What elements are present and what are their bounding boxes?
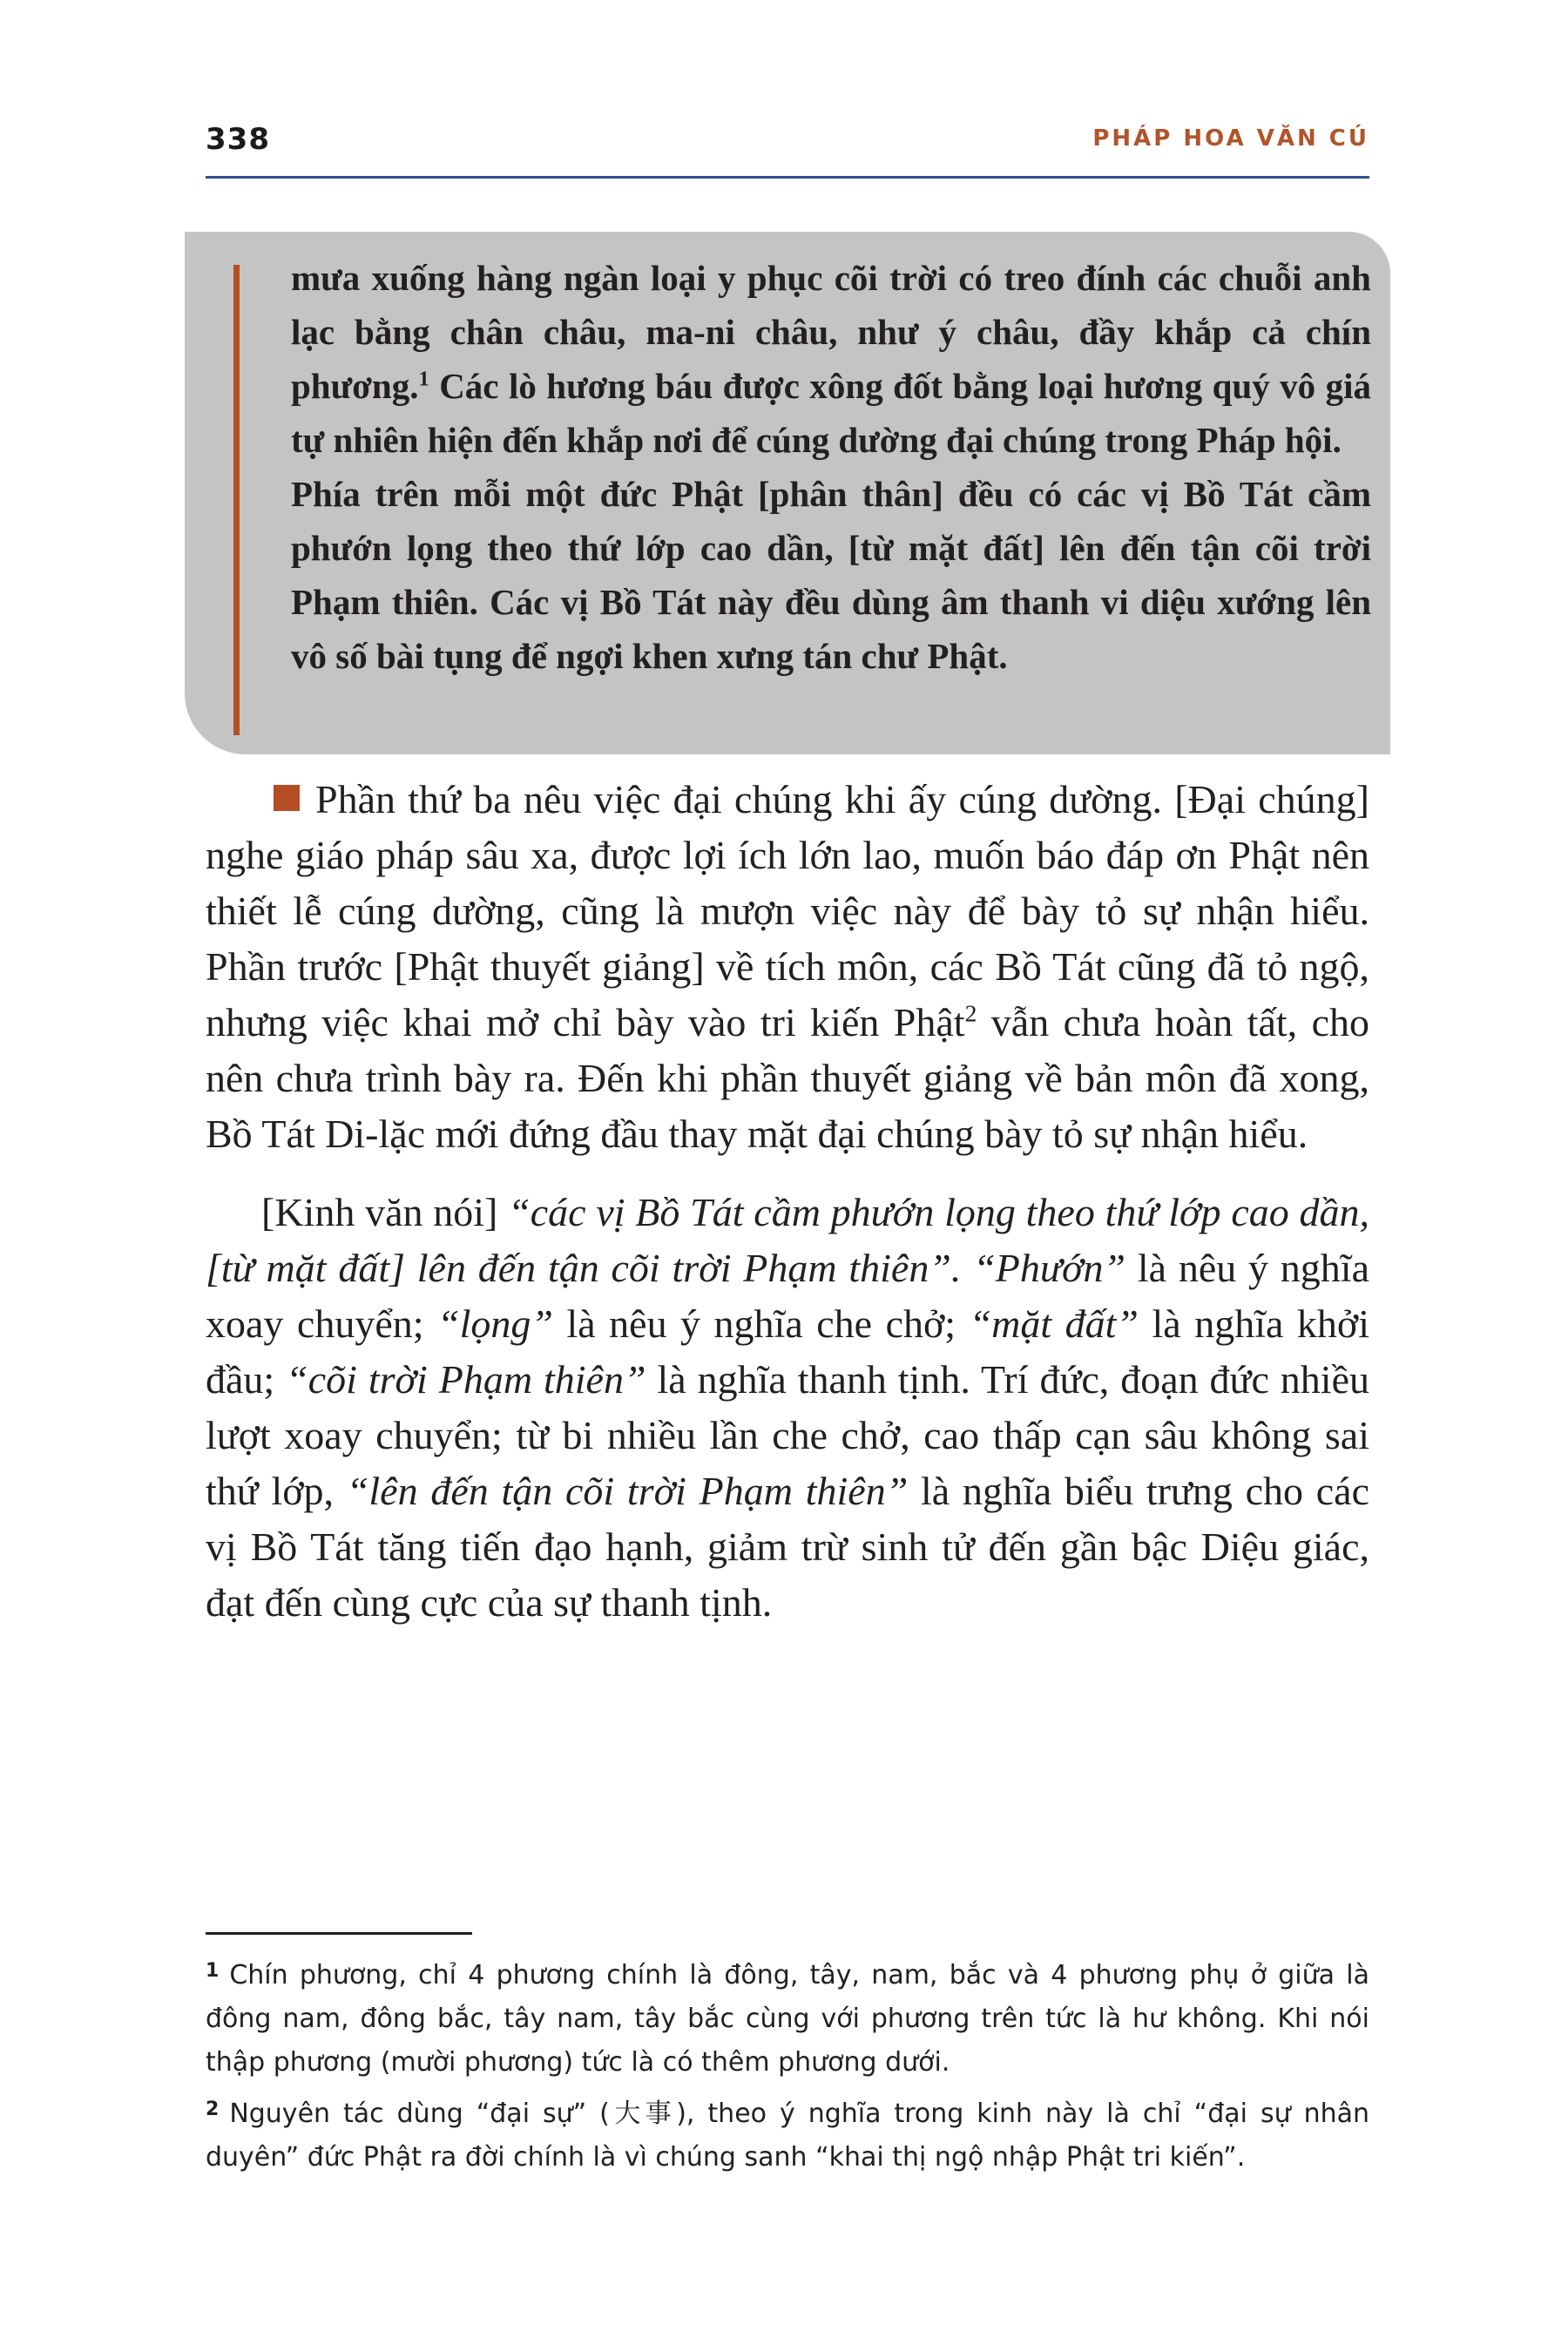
quote-accent-bar bbox=[233, 265, 240, 735]
term-len-den: “lên đến tận cõi trời Phạm thiên” bbox=[346, 1469, 909, 1513]
footnote-text: Chín phương, chỉ 4 phương chính là đông, tây, nam, bắc và 4 phương phụ ở giữa là đông nam, đông bắc, tây nam, tây bắc cùng với phương trên tức là hư không. Khi nói thập phương (mười phương) tức là có thêm phương dưới. bbox=[206, 1960, 1369, 2078]
quote-paragraph-1 bbox=[291, 251, 1371, 467]
footnote-2 bbox=[206, 2088, 1369, 2180]
term-coi-troi: “cõi trời Phạm thiên” bbox=[286, 1357, 646, 1402]
header-rule bbox=[206, 176, 1369, 179]
running-title: PHÁP HOA VĂN CÚ bbox=[1092, 125, 1369, 152]
body-p1-text: Phần thứ ba nêu việc đại chúng khi ấy cúng dường. [Đại chúng] nghe giáo pháp sâu xa, được lợi ích lớn lao, muốn báo đáp ơn Phật nên thiết lễ cúng dường, cũng là mượn việc này để bày tỏ sự nhận hiểu. Phần trước [Phật thuyết giảng] về tích môn, các Bồ Tát cũng đã tỏ ngộ, nhưng việc khai mở chỉ bày vào tri kiến Phật bbox=[206, 777, 1369, 1044]
body-p2-seg: là nghĩa khởi đầu; bbox=[206, 1301, 1370, 1402]
body-p2-seg: là nêu ý nghĩa che chở; bbox=[552, 1301, 970, 1346]
square-bullet-icon bbox=[274, 785, 300, 811]
footnote-mark: 1 bbox=[206, 1960, 220, 1982]
body-p2-seg bbox=[961, 1246, 973, 1290]
footnote-ref-1[interactable]: 1 bbox=[418, 367, 429, 391]
term-mat-dat: “mặt đất” bbox=[969, 1301, 1139, 1346]
body-p2-seg: [Kinh văn nói] bbox=[261, 1190, 509, 1234]
body-p2-seg: là nghĩa biểu trưng cho các vị Bồ Tát tăng tiến đạo hạnh, giảm trừ sinh tử đến gần bậc Diệu giác, đạt đến cùng cực của sự thanh tịnh. bbox=[206, 1469, 1369, 1625]
page-number: 338 bbox=[206, 122, 270, 157]
footnote-mark: 2 bbox=[206, 2099, 220, 2120]
footnote-ref-2[interactable]: 2 bbox=[964, 999, 977, 1027]
body-text bbox=[206, 772, 1369, 1631]
quote-p1-text: mưa xuống hàng ngàn loại y phục cõi trời có treo đính các chuỗi anh lạc bằng chân châu, ma-ni châu, như ý châu, đầy khắp cả chín phương. bbox=[291, 258, 1371, 406]
body-p1-rest: vẫn chưa hoàn tất, cho nên chưa trình bày ra. Đến khi phần thuyết giảng về bản môn đã xong, Bồ Tát Di-lặc mới đứng đầu thay mặt đại chúng bày tỏ sự nhận hiểu. bbox=[206, 1000, 1369, 1156]
term-phuon: “Phướn” bbox=[973, 1246, 1126, 1290]
quote-paragraph-2: Phía trên mỗi một đức Phật [phân thân] đều có các vị Bồ Tát cầm phướn lọng theo thứ lớp cao dần, [từ mặt đất] lên đến tận cõi trời Phạm thiên. Các vị Bồ Tát này đều dùng âm thanh vi diệu xướng lên vô số bài tụng để ngợi khen xưng tán chư Phật. bbox=[291, 474, 1371, 676]
body-p2-seg: là nghĩa thanh tịnh. Trí đức, đoạn đức nhiều lượt xoay chuyển; từ bi nhiều lần che chở, cao thấp cạn sâu không sai thứ lớp, bbox=[206, 1357, 1370, 1513]
term-long: “lọng” bbox=[437, 1301, 553, 1346]
sutra-citation: “các vị Bồ Tát cầm phướn lọng theo thứ lớp cao dần, [từ mặt đất] lên đến tận cõi trời Phạm thiên”. bbox=[206, 1190, 1369, 1290]
body-paragraph-1 bbox=[206, 772, 1369, 1162]
footnote-text: Nguyên tác dùng “đại sự” (大事), theo ý nghĩa trong kinh này là chỉ “đại sự nhân duyên” đức Phật ra đời chính là vì chúng sanh “khai thị ngộ nhập Phật tri kiến”. bbox=[206, 2099, 1369, 2173]
body-paragraph-2 bbox=[206, 1185, 1369, 1631]
quote-text bbox=[291, 251, 1371, 683]
footnote-separator bbox=[206, 1932, 472, 1935]
footnotes bbox=[206, 1950, 1369, 2180]
body-p2-seg: là nêu ý nghĩa xoay chuyển; bbox=[206, 1246, 1370, 1346]
sutra-quote-box bbox=[185, 232, 1390, 754]
footnote-1 bbox=[206, 1950, 1369, 2085]
page-header bbox=[206, 122, 1369, 172]
quote-p1-rest: Các lò hương báu được xông đốt bằng loại hương quý vô giá tự nhiên hiện đến khắp nơi để cúng dường đại chúng trong Pháp hội. bbox=[291, 366, 1371, 460]
